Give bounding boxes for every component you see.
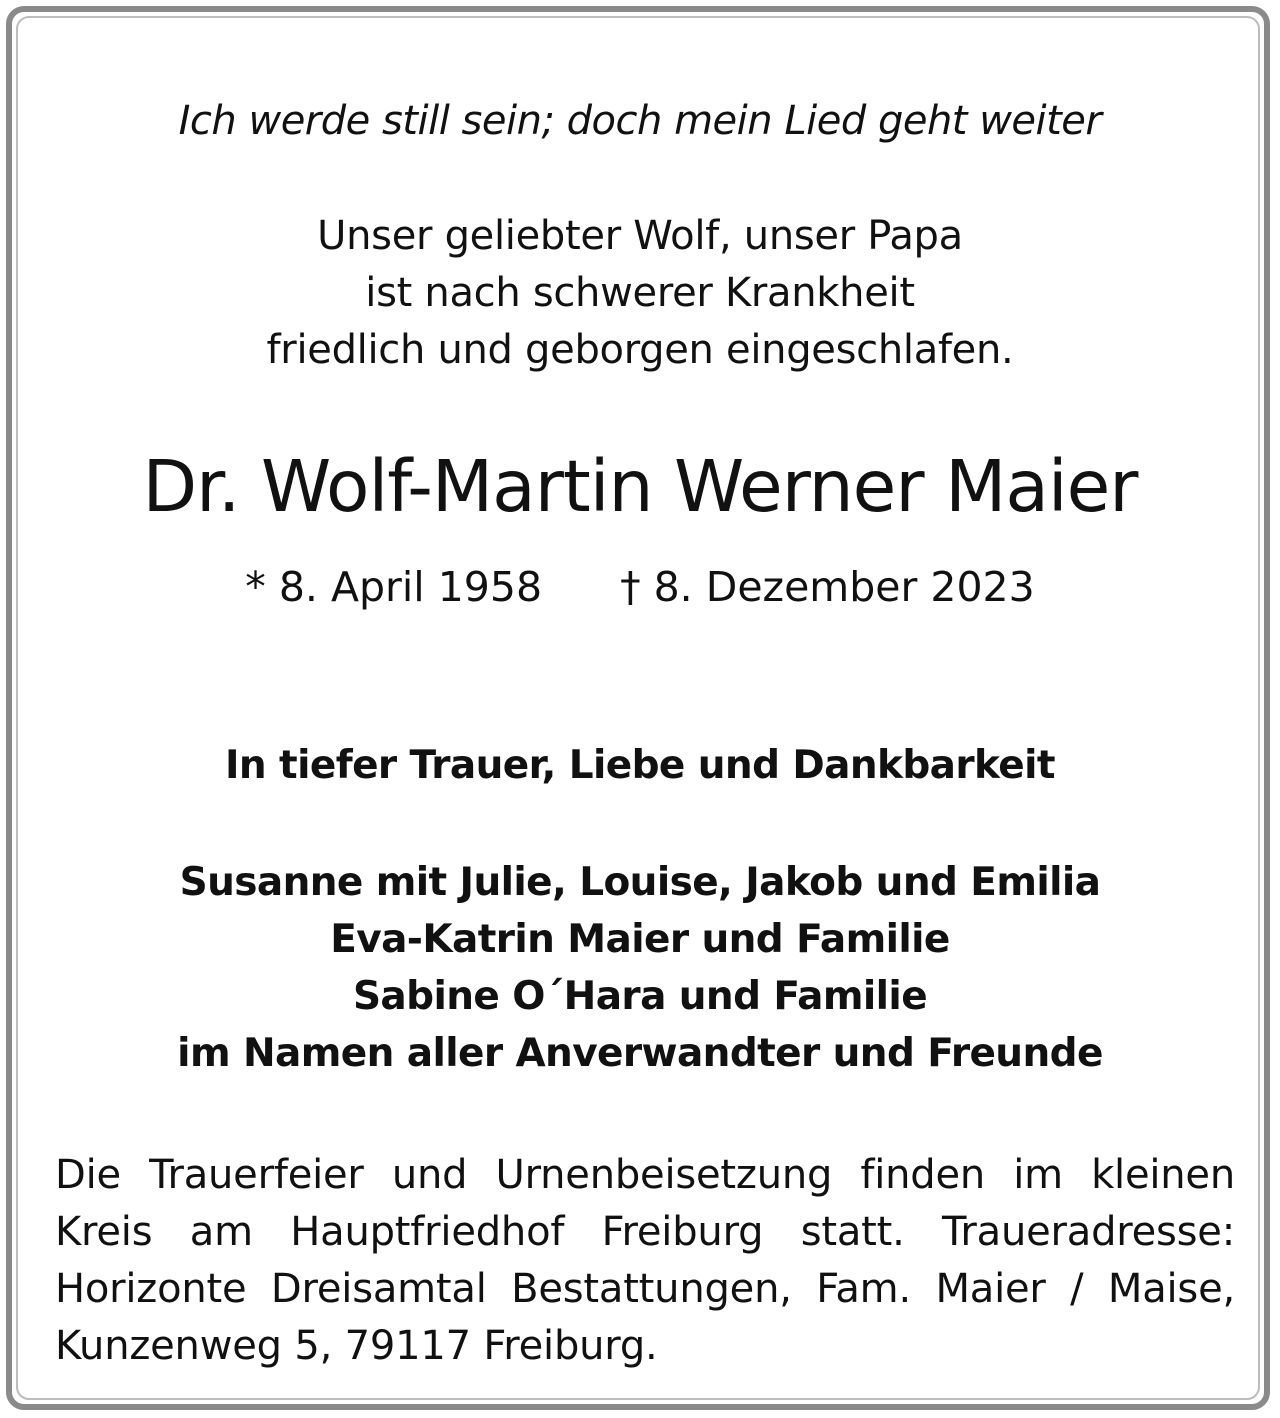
family-list: [0, 854, 1280, 1082]
notice-line: Kunzenweg 5, 79117 Freiburg.: [55, 1323, 658, 1369]
family-member: Eva-Katrin Maier und Familie: [330, 917, 950, 962]
birth-date: * 8. April 1958: [245, 563, 543, 611]
death-date: † 8. Dezember 2023: [620, 563, 1035, 611]
deceased-name: Dr. Wolf-Martin Werner Maier: [142, 445, 1138, 528]
mourning-line: In tiefer Trauer, Liebe und Dankbarkeit: [225, 743, 1055, 788]
notice-line: Horizonte Dreisamtal Bestattungen, Fam. Maier / Maise,: [55, 1266, 1235, 1312]
life-dates: [0, 563, 1280, 611]
funeral-notice: [55, 1147, 1235, 1375]
notice-line: Die Trauerfeier und Urnenbeisetzung finden im kleinen: [55, 1152, 1235, 1198]
family-member: Susanne mit Julie, Louise, Jakob und Emilia: [179, 860, 1101, 905]
family-member: Sabine O´Hara und Familie: [352, 974, 928, 1019]
intro-text: [0, 208, 1280, 379]
motto: Ich werde still sein; doch mein Lied geht weiter: [178, 98, 1102, 144]
family-member: im Namen aller Anverwandter und Freunde: [177, 1031, 1103, 1076]
intro-line: ist nach schwerer Krankheit: [365, 270, 915, 316]
intro-line: Unser geliebter Wolf, unser Papa: [317, 213, 963, 259]
notice-line: Kreis am Hauptfriedhof Freiburg statt. Traueradresse:: [55, 1209, 1235, 1255]
intro-line: friedlich und geborgen eingeschlafen.: [266, 327, 1014, 373]
